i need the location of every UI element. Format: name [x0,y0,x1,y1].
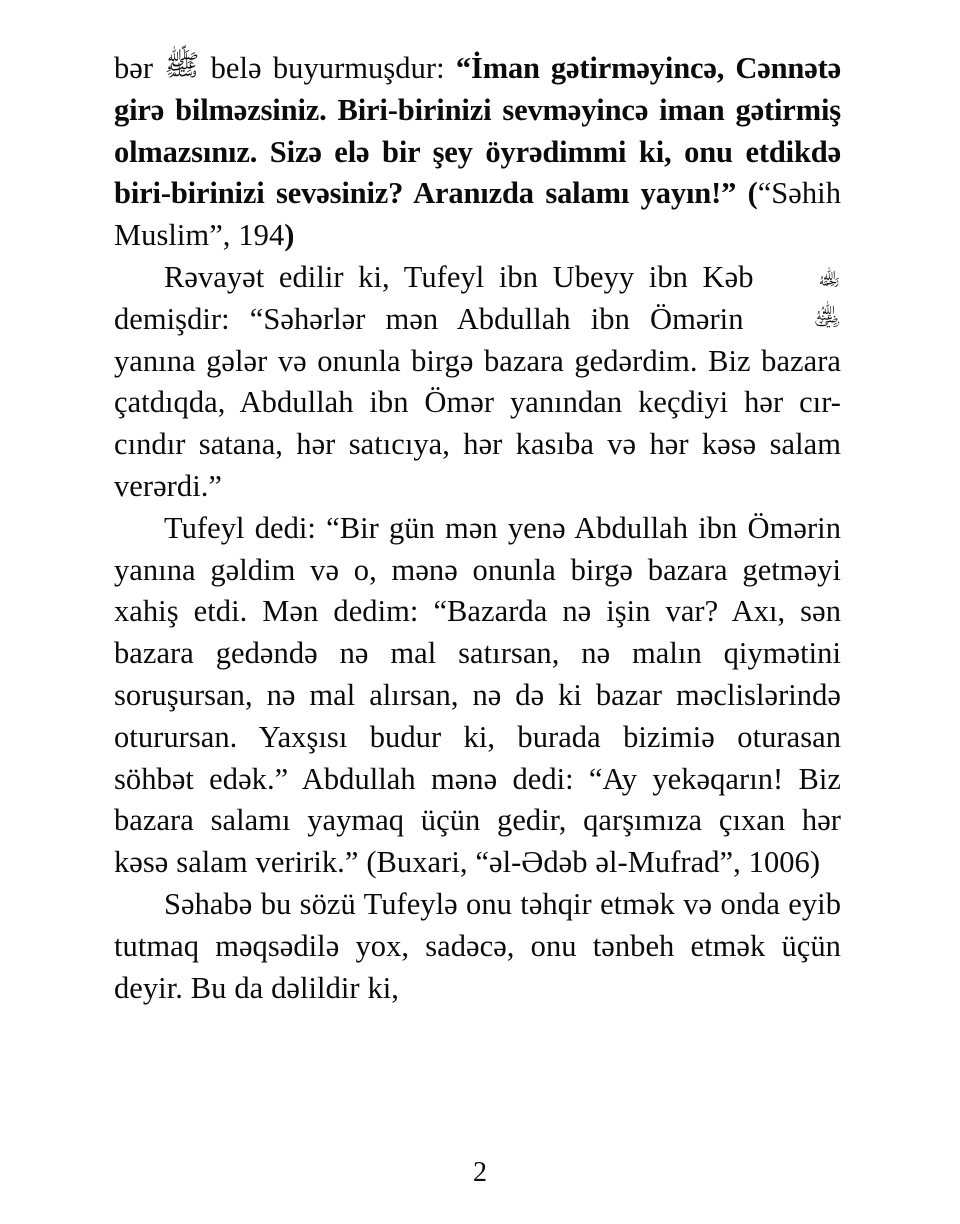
hadith-quotation-bold: “İman gətirməyincə, Cənnətə girə bilməzsiniz. Biri-birinizi sevməyincə iman gətirmiş olmazsınız. Sizə elə bir şey öyrədimmi ki, onu etdikdə biri-birinizi sevəsiniz? Aranızda salamı yayın!” ( [114,51,841,211]
text-run-explanation: Səhabə bu sözü Tufeylə onu təhqir etmək və onda eyib tutmaq məqsədilə yox, sadəcə, onu tənbeh etmək üçün deyir. Bu da dəlildir ki, [114,886,841,1005]
text-column [114,48,841,1009]
text-run-lead: bər [114,51,165,85]
paragraph-hadith-intro [114,48,841,257]
text-run-after-honorific: belə buyurmuşdur: [199,51,456,85]
paragraph-sahaba-explanation [114,884,841,1009]
honorific-radiyallahu-anhuma-icon: ﵁ [813,301,841,331]
text-run-narration-mid: demişdir: “Səhərlər mən Abdullah ibn Ömərin [114,301,764,336]
hadith-source-reference: “Səhih Muslim”, 194 [114,176,841,253]
text-run-narration-tail: yanına gələr və onunla birgə bazara gedərdim. Biz bazara çatdıqda, Abdullah ibn Ömər yanından keçdiyi hər cır-cındır satana, hər satıcıya, hər kasıba və hər kəsə salam verərdi.” [114,343,841,503]
text-run-dialogue: Tufeyl dedi: “Bir gün mən yenə Abdullah ibn Ömərin yanına gəldim və o, mənə onunla birgə bazara getməyi xahiş etdi. Mən dedim: “Bazarda nə işin var? Axı, sən bazara gedəndə nə mal satırsan, nə malın qiymətini soruşursan, nə mal alırsan, nə də ki bazar məclislərində oturursan. Yaxşısı budur ki, burada bizimiə oturasan söhbət edək.” Abdullah mənə dedi: “Ay yekəqarın! Biz bazara salamı yaymaq üçün gedir, qarşımıza çıxan hər kəsə salam veririk.” (Buxari, “əl-Ədəb əl-Mufrad”, 1006) [114,510,841,880]
honorific-sallallahu-alayhi-wa-sallam-icon: ﷺ [164,48,200,83]
page-number: 2 [473,1157,487,1188]
paragraph-tufeyl-narration [114,257,841,508]
hadith-reference-close-paren: ) [284,218,295,253]
paragraph-tufeyl-dialogue [114,508,841,884]
honorific-radiyallahu-anhu-icon: ﵀ [818,259,841,289]
text-run-narration-lead: Rəvayət edilir ki, Tufeyl ibn Ubeyy ibn Kəb [164,259,769,294]
